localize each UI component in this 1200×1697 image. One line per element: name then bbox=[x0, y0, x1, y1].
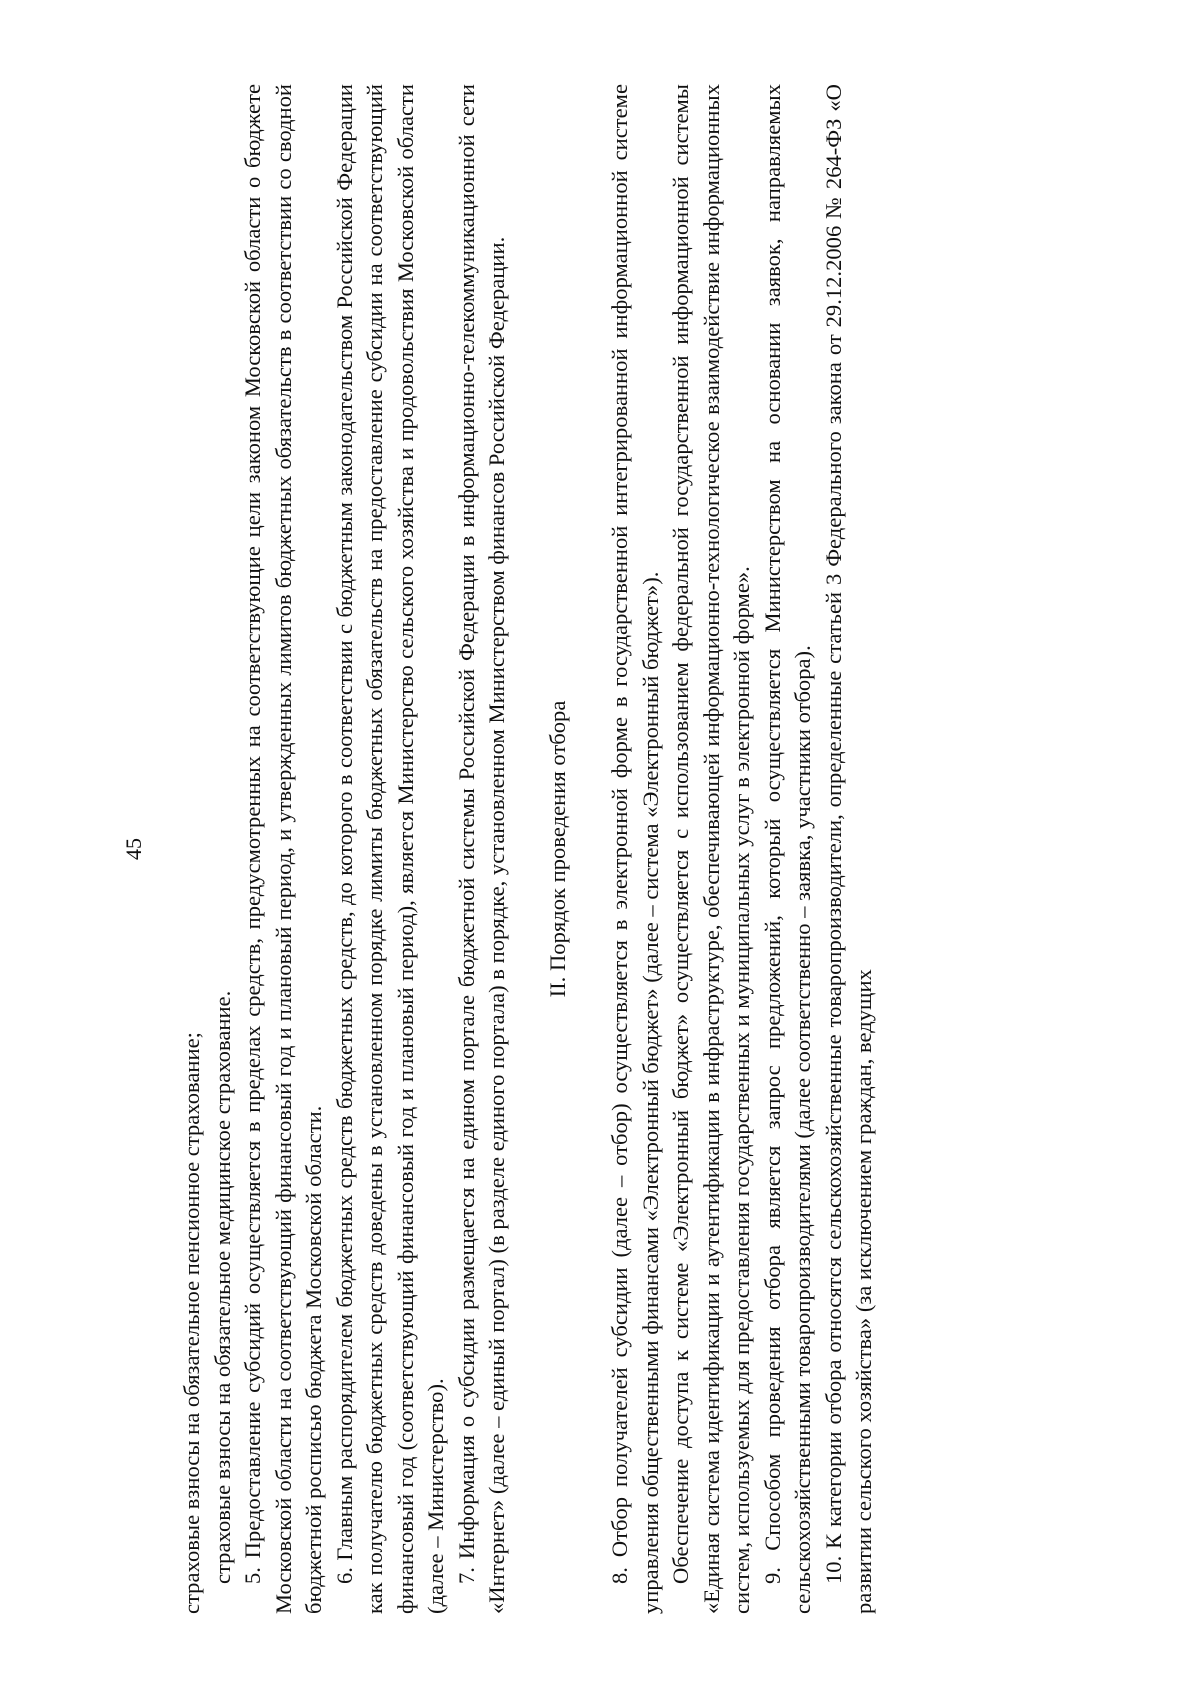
text-line: страховые взносы на обязательное пенсионное страхование; bbox=[179, 1032, 204, 1614]
paragraph-8: 8. Отбор получателей субсидии (далее – отбор) осуществляется в электронной форме в государственной интегрированной информационной системе управления общественными финансами «Электронный бюджет» (далее – система «Электронный бюджет»). bbox=[607, 84, 663, 1614]
paragraph-9: 9. Способом проведения отбора является запрос предложений, который осуществляется Министерством на основании заявок, направляемых сельскохозяйственными товаропроизводителями (далее соответственно – заявка, участники отбора). bbox=[759, 84, 815, 1614]
paragraph-6: 6. Главным распорядителем бюджетных средств бюджетных средств, до которого в соответствии с бюджетным законодательством Российской Федерации как получателю бюджетных средств доведены в установленном порядке лимиты бюджетных обязательств на предоставление субсидии на соответствующий финансовый год (соответствующий финансовый год и плановый период), является Министерство сельского хозяйства и продовольствия Московской области (далее – Министерство). bbox=[331, 84, 448, 1614]
paragraph-10: 10. К категории отбора относятся сельскохозяйственные товаропроизводители, определенные статьей 3 Федерального закона от 29.12.2006 № 264-ФЗ «О развитии сельского хозяйства» (за исключением граждан, ведущих bbox=[820, 84, 876, 1614]
paragraph-access: Обеспечение доступа к системе «Электронный бюджет» осуществляется с использованием федеральной государственной информационной системы «Единая система идентификации и аутентификации в инфраструктуре, обеспечивающей информационно-технологическое взаимодействие информационных систем, используемых для предоставления государственных и муниципальных услуг в электронной форме». bbox=[668, 84, 754, 1614]
paragraph-5: 5. Предоставление субсидий осуществляется в пределах средств, предусмотренных на соответствующие цели законом Московской области о бюджете Московской области на соответствующий финансовый год и плановый период, и утвержденных лимитов бюджетных обязательств в соответствии со сводной бюджетной росписью бюджета Московской области. bbox=[240, 84, 326, 1614]
section-heading: II. Порядок проведения отбора bbox=[544, 700, 570, 998]
document-body bbox=[177, 84, 880, 1614]
rotated-text-block bbox=[121, 84, 1075, 1614]
paragraph-7: 7. Информация о субсидии размещается на едином портале бюджетной системы Российской Федерации в информационно-телекоммуникационной сети «Интернет» (далее – единый портал) (в разделе единого портала) в порядке, установленном Министерством финансов Российской Федерации. bbox=[453, 84, 509, 1614]
text-line: страховые взносы на обязательное медицинское страхование. bbox=[209, 990, 235, 1584]
page-number: 45 bbox=[121, 838, 146, 860]
